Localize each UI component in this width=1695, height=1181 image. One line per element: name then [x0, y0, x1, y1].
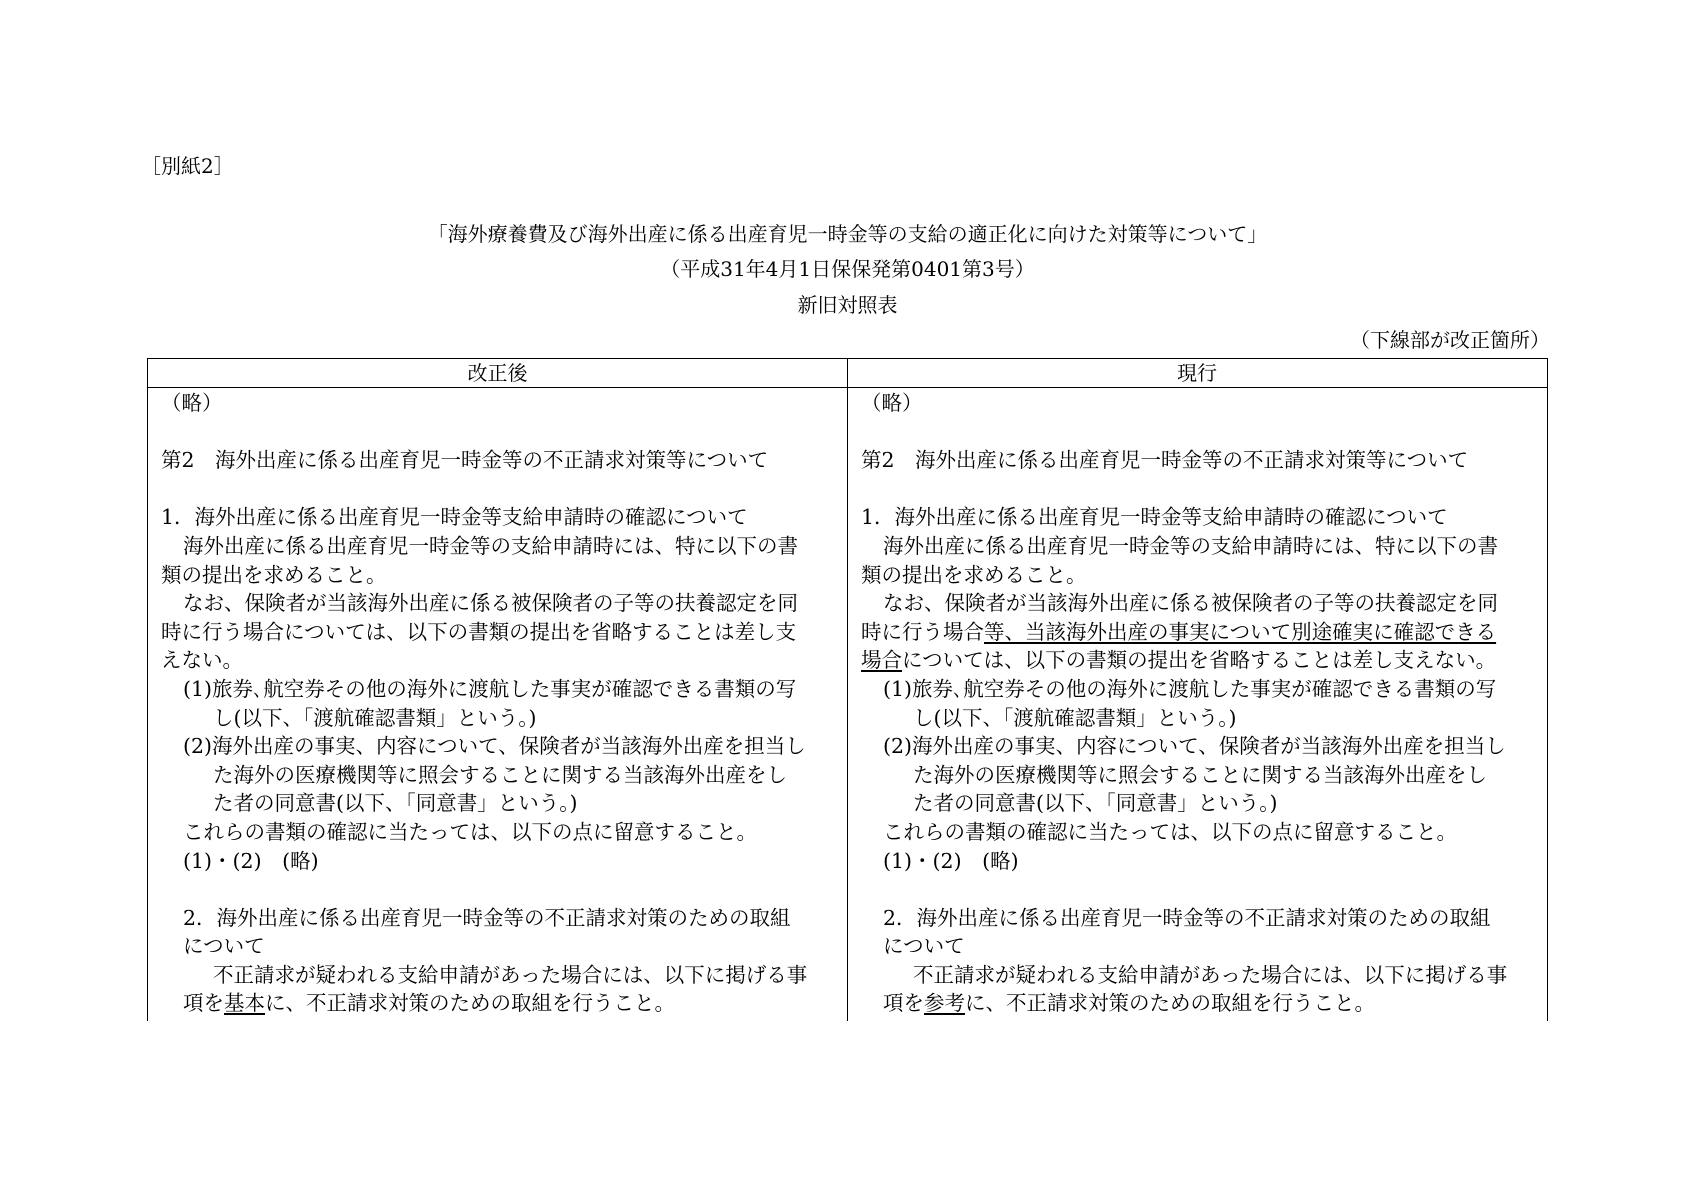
blank-line — [861, 875, 1541, 904]
text-line: 類の提出を求めること。 — [861, 562, 1087, 587]
underline-note: （下線部が改正箇所） — [1350, 328, 1550, 352]
text-line: なお、保険者が当該海外出産に係る被保険者の子等の扶養認定を同 — [883, 591, 1498, 616]
document-title: 「海外療養費及び海外出産に係る出産育児一時金等の支給の適正化に向けた対策等について」 — [427, 222, 1268, 246]
text-line: た者の同意書(以下、「同意書」という。) — [913, 791, 1278, 816]
section-heading: 第2 海外出産に係る出産育児一時金等の不正請求対策等について — [861, 448, 1469, 473]
text-line: た海外の医療機関等に照会することに関する当該海外出産をし — [213, 762, 787, 787]
blank-line — [161, 475, 841, 504]
blank-line — [161, 418, 841, 447]
amended-text: 参考 — [924, 991, 965, 1016]
blank-line — [861, 475, 1541, 504]
text-span: に、不正請求対策のための取組を行うこと。 — [265, 991, 675, 1016]
text-span: に、不正請求対策のための取組を行うこと。 — [965, 991, 1375, 1016]
list-item: (2)海外出産の事実、内容について、保険者が当該海外出産を担当し — [883, 734, 1506, 759]
subsection-heading: 1．海外出産に係る出産育児一時金等支給申請時の確認について — [861, 505, 1448, 530]
text-line: 類の提出を求めること。 — [161, 562, 387, 587]
comparison-table — [147, 358, 1548, 1021]
text-line — [861, 646, 1541, 675]
list-item: (1)旅券､航空券その他の海外に渡航した事実が確認できる書類の写 — [883, 676, 1497, 701]
subsection-heading: 1．海外出産に係る出産育児一時金等支給申請時の確認について — [161, 505, 748, 530]
text-line: えない。 — [161, 648, 243, 673]
text-line: これらの書類の確認に当たっては、以下の点に留意すること。 — [883, 819, 1457, 844]
section-heading: 第2 海外出産に係る出産育児一時金等の不正請求対策等について — [161, 448, 769, 473]
column-divider — [847, 359, 848, 1021]
text-span: については、以下の書類の提出を省略することは差し支えない。 — [902, 648, 1497, 673]
text-line: た者の同意書(以下、「同意書」という。) — [213, 791, 578, 816]
blank-line — [861, 418, 1541, 447]
list-item: (1)旅券､航空券その他の海外に渡航した事実が確認できる書類の写 — [183, 676, 797, 701]
amended-text: 基本 — [224, 991, 265, 1016]
text-line: し(以下、「渡航確認書類」という。) — [213, 705, 537, 730]
text-line: （略） — [161, 391, 223, 415]
attachment-label: ［別紙2］ — [141, 154, 234, 178]
text-line: これらの書類の確認に当たっては、以下の点に留意すること。 — [183, 819, 757, 844]
revised-column — [161, 389, 841, 1018]
document-reference: （平成31年4月1日保保発第0401第3号） — [660, 257, 1035, 281]
text-line — [861, 989, 1541, 1018]
subsection-heading: 2．海外出産に係る出産育児一時金等の不正請求対策のための取組 — [883, 905, 1491, 930]
text-line — [161, 989, 841, 1018]
text-line: （略） — [861, 391, 923, 415]
text-line: 海外出産に係る出産育児一時金等の支給申請時には、特に以下の書 — [883, 533, 1498, 558]
text-line: 海外出産に係る出産育児一時金等の支給申請時には、特に以下の書 — [183, 533, 798, 558]
list-item: (2)海外出産の事実、内容について、保険者が当該海外出産を担当し — [183, 734, 806, 759]
text-line: 不正請求が疑われる支給申請があった場合には、以下に掲げる事 — [913, 962, 1508, 987]
text-line: 不正請求が疑われる支給申請があった場合には、以下に掲げる事 — [213, 962, 808, 987]
text-span: 項を — [183, 991, 224, 1016]
header-current: 現行 — [1177, 361, 1217, 385]
text-line: し(以下、「渡航確認書類」という。) — [913, 705, 1237, 730]
text-line — [861, 618, 1541, 647]
text-line: (1)・(2) (略) — [883, 848, 1019, 873]
amended-text: 等、当該海外出産の事実について別途確実に確認できる — [984, 619, 1497, 644]
text-line: なお、保険者が当該海外出産に係る被保険者の子等の扶養認定を同 — [183, 591, 798, 616]
text-line: た海外の医療機関等に照会することに関する当該海外出産をし — [913, 762, 1487, 787]
subsection-heading: 2．海外出産に係る出産育児一時金等の不正請求対策のための取組 — [183, 905, 791, 930]
text-line: (1)・(2) (略) — [183, 848, 319, 873]
blank-line — [161, 875, 841, 904]
comparison-table-title: 新旧対照表 — [797, 293, 898, 317]
current-column — [861, 389, 1541, 1018]
text-line: について — [183, 934, 265, 959]
text-span: 時に行う場合 — [861, 619, 984, 644]
text-span: 項を — [883, 991, 924, 1016]
text-line: 時に行う場合については、以下の書類の提出を省略することは差し支 — [161, 619, 797, 644]
amended-text: 場合 — [861, 648, 902, 673]
text-line: について — [883, 934, 965, 959]
header-revised: 改正後 — [467, 361, 528, 385]
